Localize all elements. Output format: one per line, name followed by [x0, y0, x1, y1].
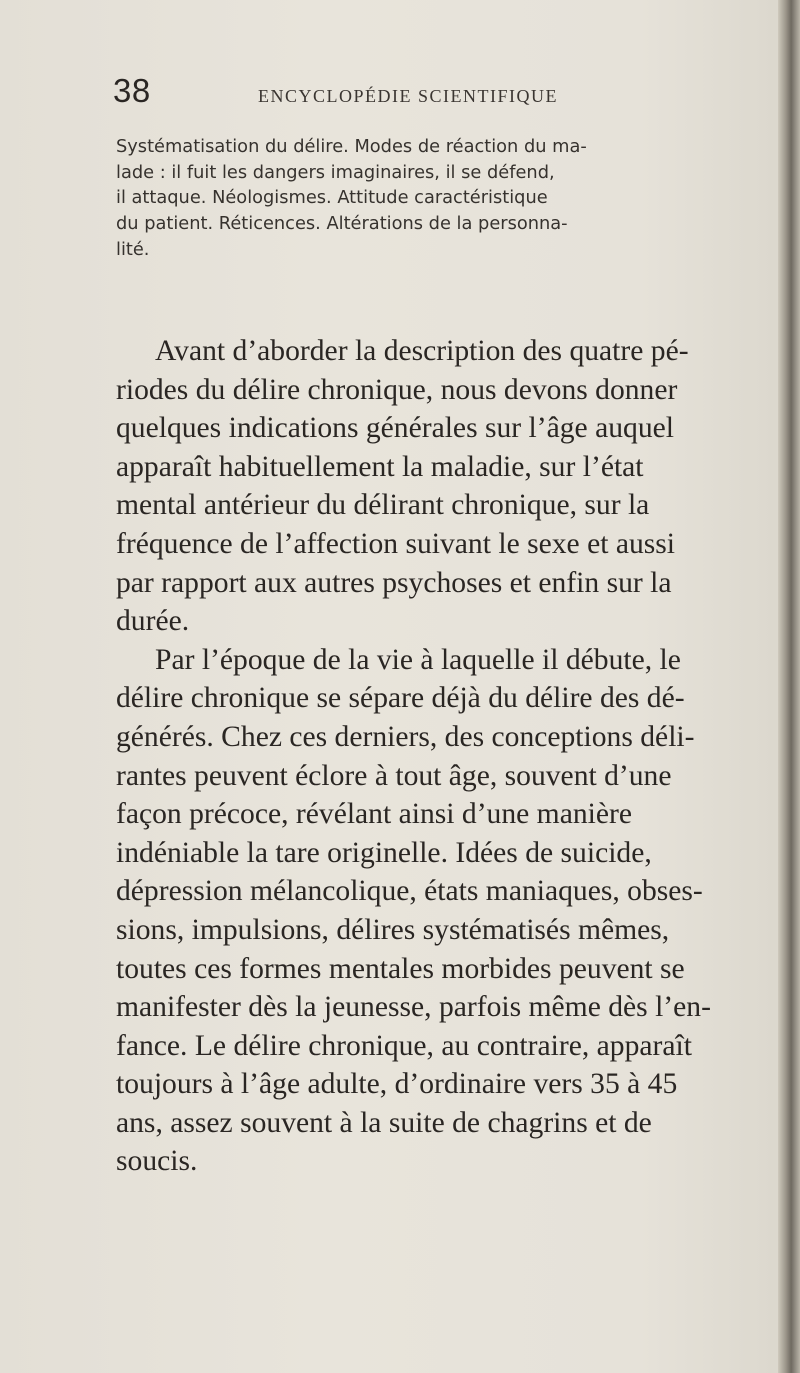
text-line: par rapport aux autres psychoses et enfin sur la — [116, 566, 672, 599]
text-line: délire chronique se sépare déjà du délire des dé- — [116, 682, 685, 715]
text-line: mental antérieur du délirant chronique, sur la — [116, 489, 650, 522]
text-line: toujours à l’âge adulte, d’ordinaire vers 35 à 45 — [116, 1068, 678, 1101]
text-line: générés. Chez ces derniers, des conceptions déli- — [116, 720, 695, 753]
text-line: rantes peuvent éclore à tout âge, souvent d’une — [116, 759, 672, 792]
text-line: toutes ces formes mentales morbides peuvent se — [116, 952, 685, 985]
chapter-summary — [116, 134, 694, 263]
summary-line: lité. — [116, 238, 150, 260]
text-line: fréquence de l’affection suivant le sexe et aussi — [116, 527, 676, 560]
summary-line: il attaque. Néologismes. Attitude caractéristique — [116, 187, 548, 209]
page-number: 38 — [113, 72, 151, 109]
page-edge — [778, 0, 800, 1373]
paragraph-1 — [116, 332, 722, 641]
text-line: apparaît habituellement la maladie, sur l’état — [116, 450, 644, 483]
text-line: riodes du délire chronique, nous devons donner — [116, 373, 678, 406]
text-line: indéniable la tare originelle. Idées de suicide, — [116, 836, 652, 869]
text-line: quelques indications générales sur l’âge auquel — [116, 412, 674, 445]
text-line: sions, impulsions, délires systématisés mêmes, — [116, 913, 670, 946]
text-line: façon précoce, révélant ainsi d’une manière — [116, 798, 632, 831]
body-text — [116, 332, 722, 1181]
text-line: Par l’époque de la vie à laquelle il débute, le — [155, 643, 681, 676]
text-line: Avant d’aborder la description des quatre pé- — [155, 335, 689, 367]
summary-line: Systématisation du délire. Modes de réaction du ma- — [116, 136, 587, 157]
summary-line: du patient. Réticences. Altérations de la personna- — [116, 213, 568, 235]
text-line: manifester dès la jeunesse, parfois même dès l’en- — [116, 991, 711, 1024]
running-head: ENCYCLOPÉDIE SCIENTIFIQUE — [258, 86, 558, 106]
summary-line: lade : il fuit les dangers imaginaires, il se défend, — [116, 161, 555, 183]
paragraph-2 — [116, 641, 722, 1181]
text-line: ans, assez souvent à la suite de chagrins et de — [116, 1106, 652, 1139]
text-line: durée. — [116, 605, 190, 638]
text-line: fance. Le délire chronique, au contraire, apparaît — [116, 1029, 692, 1062]
text-line: soucis. — [116, 1145, 198, 1178]
text-line: dépression mélancolique, états maniaques, obses- — [116, 875, 703, 908]
